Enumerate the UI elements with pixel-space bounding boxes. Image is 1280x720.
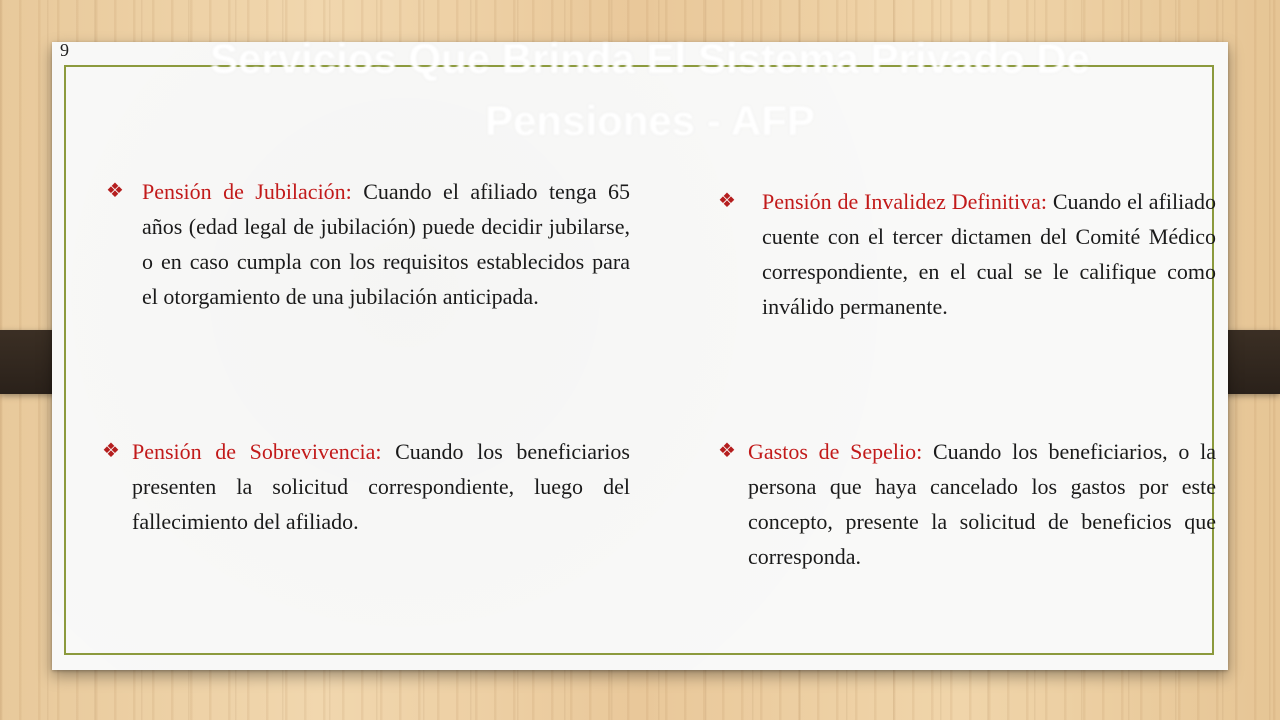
service-item-sepelio [718,434,1216,574]
diamond-bullet-icon: ❖ [102,440,120,462]
service-term: Pensión de Invalidez Definitiva: [762,189,1048,214]
diamond-bullet-icon: ❖ [106,180,124,202]
service-item-jubilacion [106,174,630,314]
slide-title: Servicios Que Brinda El Sistema Privado De Pensiones - AFP [209,35,1090,144]
page-number: 9 [60,40,69,60]
service-item-text [762,184,1216,324]
service-term: Pensión de Jubilación: [142,179,352,204]
service-description: Cuando el afiliado tenga 65 años (edad legal de jubilación) puede decidir jubilarse, o en caso cumpla con los requisitos establecidos para el otorgamiento de una jubilación anticipada. [142,179,630,309]
service-description: Cuando el afiliado cuente con el tercer dictamen del Comité Médico correspondiente, en el cual se le califique como inválido permanente. [762,189,1217,319]
service-item-invalidez [718,184,1216,324]
service-term: Pensión de Sobrevivencia: [132,439,382,464]
service-term: Gastos de Sepelio: [748,439,923,464]
diamond-bullet-icon: ❖ [718,190,736,212]
service-item-sobrevivencia [102,434,630,539]
service-item-text [132,434,630,539]
service-description: Cuando los beneficiarios, o la persona que haya cancelado los gastos por este concepto, presente la solicitud de beneficios que corresponda. [748,439,1216,569]
service-description: Cuando los beneficiarios presenten la solicitud correspondiente, luego del fallecimiento del afiliado. [132,439,630,534]
diamond-bullet-icon: ❖ [718,440,736,462]
service-item-text [142,174,630,314]
service-item-text [748,434,1216,574]
